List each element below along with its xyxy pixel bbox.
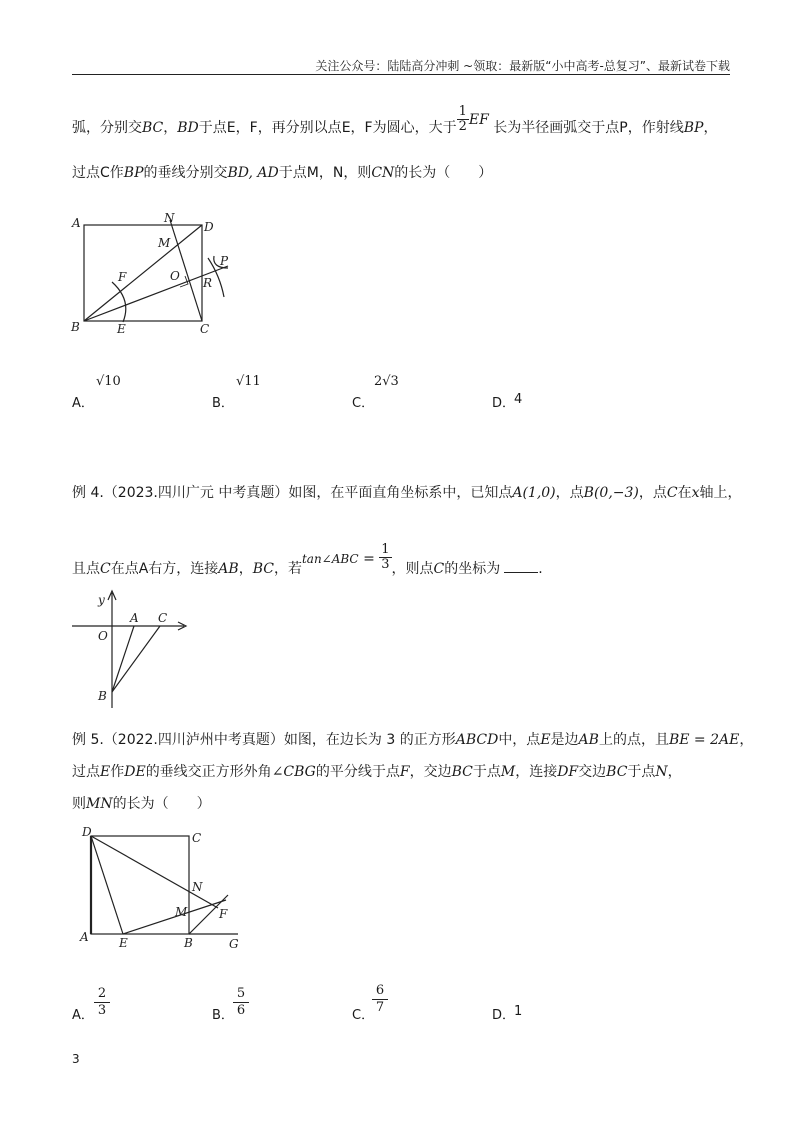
q3-diagonal-bd [84,225,202,321]
q5-line-ef [123,900,226,934]
q5-label-n: N [192,880,203,894]
q5-label-m: M [175,905,188,919]
q5-option-d-value: 1 [514,1004,523,1019]
q3-option-b-letter: B． [212,396,234,411]
q5-segment-de [91,836,123,934]
q4-line-1: 例 4.（2023.四川广元 中考真题）如图，在平面直角坐标系中，已知点A(1,0)，点B(0,−3)，点C在x轴上， [72,485,742,501]
page-header: 关注公众号：陆陆高分冲刺 ~领取：最新版“小中高考-总复习”、最新试卷下载 [315,59,730,73]
q3-ray-bp [84,266,228,321]
q5-option-b-letter: B． [212,1008,234,1023]
q4-line-2: 且点C在点A右方，连接AB，BC，若tan∠ABC = $\frac{1}{3}$ ，则点C的坐标为 . [72,541,543,577]
q3-label-o: O [170,269,180,283]
q5-bisector-bf [189,895,228,934]
q3-label-f: F [118,270,127,284]
q3-option-a-letter: A． [72,396,94,411]
answer-blank[interactable] [504,558,538,573]
q3-right-angle-mark [180,276,188,287]
tan-fraction: $\frac{1}{3}$ [381,541,390,572]
q5-label-e: E [119,936,128,950]
q3-label-p: P [220,254,229,268]
q5-label-c: C [192,831,202,845]
q3-label-b: B [71,320,80,334]
q5-label-f: F [219,907,228,921]
q3-label-n: N [164,211,175,225]
q5-option-b-fraction: $\frac{5}{6}$ [233,986,249,1019]
q4-x-arrow [178,622,186,630]
q3-label-e: E [117,322,126,336]
header-rule [72,74,730,75]
q5-option-a-fraction: $\frac{2}{3}$ [94,986,110,1019]
q3-option-a-value: √10 [96,374,121,389]
q3-arc-ef [112,282,126,322]
q3-label-c: C [200,322,210,336]
q4-label-a: A [130,611,139,625]
q3-line-1: 弧，分别交BC，BD于点E，F，再分别以点E，F为圆心，大于 $\frac{1}{2}$ EF 长为半径画弧交于点P，作射线BP， [72,103,718,136]
q3-arc-p2 [214,256,228,268]
q5-option-d-letter: D． [492,1008,516,1023]
q5-option-c-letter: C． [352,1008,375,1023]
q5-square-abcd [91,836,189,934]
q3-arc-p1 [208,258,224,297]
q3-line-2: 过点C作BP的垂线分别交BD, AD于点M，N，则CN的长为（ ） [72,165,493,181]
q3-option-d-letter: D． [492,396,516,411]
q5-option-c-fraction: $\frac{6}{7}$ [372,983,388,1016]
q3-option-c-letter: C． [352,396,375,411]
q5-line-1: 例 5.（2022.四川泸州中考真题）如图，在边长为 3 的正方形ABCD中，点E是边AB上的点，且BE = 2AE， [72,732,754,748]
q3-label-r: R [203,276,213,290]
q3-rectangle-abcd [84,225,202,321]
q5-line-2: 过点E作DE的垂线交正方形外角∠CBG的平分线于点F，交边BC于点M，连接DF交边BC于点N， [72,764,682,780]
q4-segment-bc [112,626,160,692]
q3-option-b-value: √11 [236,374,261,389]
q5-label-a: A [80,930,89,944]
q3-line-cn [170,220,202,321]
q3-option-d-value: 4 [514,392,523,407]
q4-label-o: O [98,629,108,643]
q3-option-c-value: 2√3 [374,374,399,389]
q3-label-d: D [204,220,214,234]
q5-segment-df [91,836,218,908]
page-number: 3 [72,1052,80,1066]
q5-label-g: G [229,937,239,951]
q3-label-a: A [72,216,81,230]
q3-label-m: M [158,236,171,250]
q5-label-d: D [82,825,92,839]
q4-label-b: B [98,689,107,703]
q5-option-a-letter: A． [72,1008,94,1023]
q4-label-y: y [98,593,105,607]
half-fraction: $\frac{1}{2}$ [458,103,467,134]
q5-line-3: 则MN的长为（ ） [72,796,211,812]
q4-y-arrow [108,591,116,600]
q5-label-b: B [184,936,193,950]
q4-label-c: C [158,611,168,625]
q4-segment-ab [112,626,134,692]
